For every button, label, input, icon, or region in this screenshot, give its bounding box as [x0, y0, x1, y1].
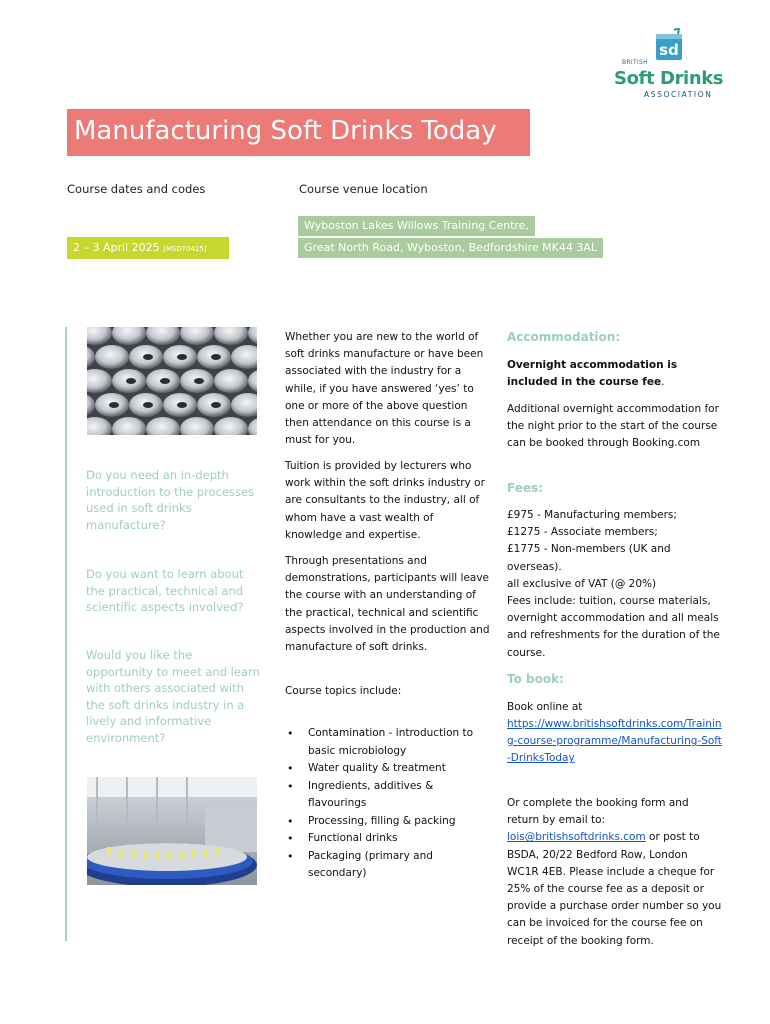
question-2: Do you want to learn about the practical, technical and scientific aspects involved? — [86, 567, 244, 614]
accommodation-bold-suffix: . — [661, 376, 665, 389]
bottling-line-image — [87, 777, 257, 885]
course-date-text: 2 – 3 April 2025 — [73, 241, 160, 254]
course-venue-label: Course venue location — [299, 182, 428, 196]
course-date-badge — [67, 237, 229, 259]
intro-paragraph: Whether you are new to the world of soft drinks manufacture or have been associated with the industry for a while, if you have answered ‘yes’ to one or more of the above question then attendance on this course is a must for you. — [285, 331, 484, 447]
booking-heading: To book: — [507, 672, 564, 686]
outcome-paragraph: Through presentations and demonstrations, participants will leave the course with an understanding of the practical, technical and scientific aspects involved in the production and manufacture of soft drinks. — [285, 555, 490, 654]
booking-complete-text: Or complete the booking form and return by email to: — [507, 797, 689, 827]
logo-line-association: ASSOCIATION — [644, 90, 713, 99]
question-1: Do you need an in-depth introduction to the processes used in soft drinks manufacture? — [86, 468, 255, 532]
cans-image — [87, 327, 257, 435]
bottling-line-photo — [87, 777, 257, 885]
accommodation-included — [507, 357, 722, 391]
topics-intro: Course topics include: — [285, 685, 402, 697]
venue-line-1: Wyboston Lakes Willows Training Centre, — [298, 216, 535, 236]
booking-online-label: Book online at — [507, 701, 583, 713]
fee-line-associate: £1275 - Associate members; — [507, 526, 658, 539]
topics-list — [285, 725, 490, 883]
list-item: • Processing, filling & packing — [285, 813, 490, 831]
fee-line-non-members: £1775 - Non-members (UK and overseas). — [507, 543, 671, 573]
list-item: • Functional drinks — [285, 830, 490, 848]
cans-photo — [87, 327, 257, 435]
bsda-cup-logo-icon — [652, 28, 686, 62]
booking-url-link[interactable]: https://www.britishsoftdrinks.com/Training-course-programme/Manufacturing-Soft-DrinksToday — [507, 718, 722, 765]
logo-line-british: BRITISH — [622, 59, 648, 66]
bsda-logo — [612, 28, 732, 100]
booking-url-block — [507, 716, 722, 768]
list-item: • Packaging (primary and secondary) — [285, 848, 490, 883]
booking-form-text — [507, 795, 722, 950]
list-item: • Ingredients, additives & flavourings — [285, 778, 490, 813]
fee-line-vat: all exclusive of VAT (@ 20%) — [507, 577, 657, 590]
accommodation-bold-text: Overnight accommodation is included in the course fee — [507, 359, 678, 389]
accommodation-heading: Accommodation: — [507, 330, 621, 344]
list-item: • Contamination - introduction to basic microbiology — [285, 725, 490, 760]
course-code: [MSDT0425] — [163, 245, 207, 253]
fee-line-manufacturing: £975 - Manufacturing members; — [507, 509, 677, 521]
venue-line-2: Great North Road, Wyboston, Bedfordshire MK44 3AL — [298, 238, 603, 258]
left-column-rule — [65, 327, 67, 941]
booking-email-link[interactable]: lois@britishsoftdrinks.com — [507, 831, 646, 844]
svg-text:sd: sd — [659, 41, 679, 59]
booking-after-email: or post to BSDA, 20/22 Bedford Row, London WC1R 4EB. Please include a cheque for 25% of the course fee as a deposit or provide a purchase order number so you can be invoiced for the course fee on receipt of the booking form. — [507, 831, 722, 947]
page-title: Manufacturing Soft Drinks Today — [67, 109, 530, 156]
course-dates-label: Course dates and codes — [67, 182, 206, 196]
list-item: • Water quality & treatment — [285, 760, 490, 778]
fees-block — [507, 507, 722, 662]
accommodation-text: Additional overnight accommodation for the night prior to the start of the course can be booked through Booking.com — [507, 403, 719, 450]
tuition-paragraph: Tuition is provided by lecturers who work within the soft drinks industry or are consultants to the industry, all of whom have a vast wealth of knowledge and expertise. — [285, 460, 485, 541]
fees-heading: Fees: — [507, 481, 543, 495]
fee-line-includes: Fees include: tuition, course materials, overnight accommodation and all meals and refreshments for the duration of the course. — [507, 595, 720, 659]
logo-line-soft-drinks: Soft Drinks — [614, 68, 724, 89]
question-3: Would you like the opportunity to meet and learn with others associated with the soft drinks industry in a lively and informative environment? — [86, 648, 260, 745]
